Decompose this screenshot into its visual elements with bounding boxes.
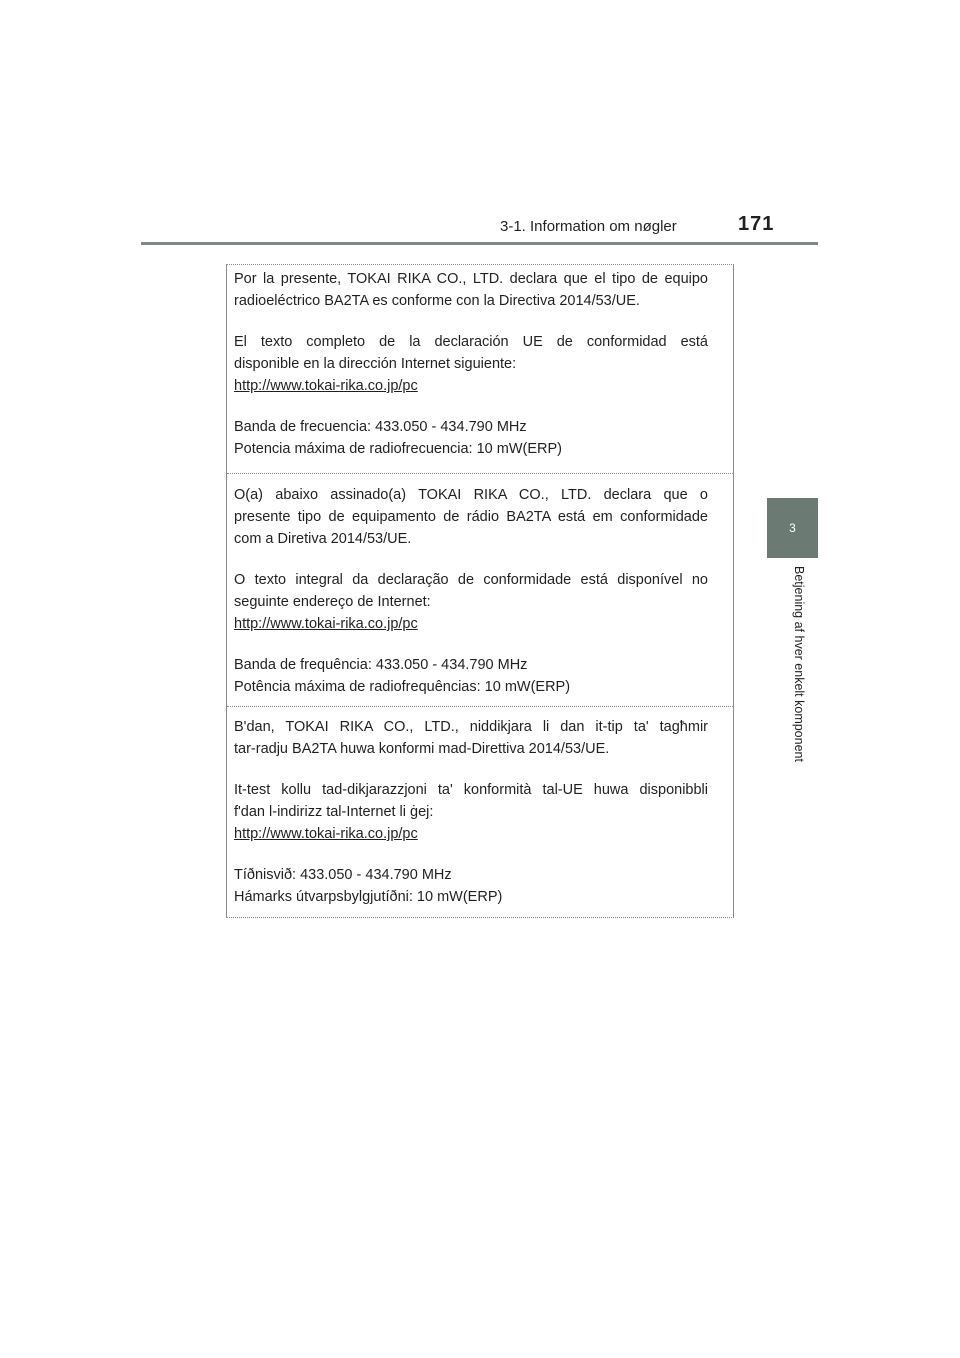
max-power: Potencia máxima de radiofrecuencia: 10 mW(ERP) xyxy=(234,441,562,457)
intro-line: presente tipo de equipamento de rádio BA2TA está em conformidade xyxy=(234,509,708,525)
frequency-band: Banda de frecuencia: 433.050 - 434.790 MHz xyxy=(234,419,527,435)
intro-line: Por la presente, TOKAI RIKA CO., LTD. declara que el tipo de equipo xyxy=(234,271,708,287)
intro-line: tar-radju BA2TA huwa konformi mad-Direttiva 2014/53/UE. xyxy=(234,741,610,757)
intro-line: com a Diretiva 2014/53/UE. xyxy=(234,531,412,547)
declaration-line: f'dan l-indirizz tal-Internet li ġej: xyxy=(234,804,434,820)
declaration-url-link[interactable]: http://www.tokai-rika.co.jp/pc xyxy=(234,378,418,394)
declaration-line: El texto completo de la declaración UE de conformidad está xyxy=(234,334,708,350)
declaration-line: O texto integral da declaração de conformidade está disponível no xyxy=(234,572,708,588)
section-title: 3-1. Information om nøgler xyxy=(500,218,677,235)
notice-spanish xyxy=(227,265,733,473)
intro-line: O(a) abaixo assinado(a) TOKAI RIKA CO., LTD. declara que o xyxy=(234,487,708,503)
declaration-paragraph xyxy=(234,569,708,635)
intro-paragraph xyxy=(234,716,708,760)
chapter-title: Betjening af hver enkelt komponent xyxy=(792,566,806,762)
radio-specs xyxy=(234,864,708,908)
radio-specs xyxy=(234,416,708,460)
conformity-notice-box xyxy=(226,264,734,918)
max-power: Hámarks útvarpsbylgjutíðni: 10 mW(ERP) xyxy=(234,889,503,905)
header-divider xyxy=(141,242,818,245)
frequency-band: Tíðnisvið: 433.050 - 434.790 MHz xyxy=(234,867,452,883)
intro-line: radioeléctrico BA2TA es conforme con la Directiva 2014/53/UE. xyxy=(234,293,640,309)
notice-portuguese xyxy=(227,473,733,706)
frequency-band: Banda de frequência: 433.050 - 434.790 MHz xyxy=(234,657,528,673)
declaration-line: It-test kollu tad-dikjarazzjoni ta' konformità tal-UE huwa disponibbli xyxy=(234,782,708,798)
max-power: Potência máxima de radiofrequências: 10 mW(ERP) xyxy=(234,679,571,695)
declaration-url-link[interactable]: http://www.tokai-rika.co.jp/pc xyxy=(234,616,418,632)
declaration-line: disponible en la dirección Internet siguiente: xyxy=(234,356,517,372)
chapter-tab xyxy=(767,498,818,558)
intro-paragraph xyxy=(234,484,708,550)
notice-maltese xyxy=(227,706,733,918)
declaration-paragraph xyxy=(234,331,708,397)
chapter-number: 3 xyxy=(789,521,796,535)
declaration-paragraph xyxy=(234,779,708,845)
page-number: 171 xyxy=(738,213,775,235)
intro-paragraph xyxy=(234,268,708,312)
declaration-url-link[interactable]: http://www.tokai-rika.co.jp/pc xyxy=(234,826,418,842)
radio-specs xyxy=(234,654,708,698)
intro-line: B'dan, TOKAI RIKA CO., LTD., niddikjara li dan it-tip ta' tagħmir xyxy=(234,719,708,735)
declaration-line: seguinte endereço de Internet: xyxy=(234,594,431,610)
